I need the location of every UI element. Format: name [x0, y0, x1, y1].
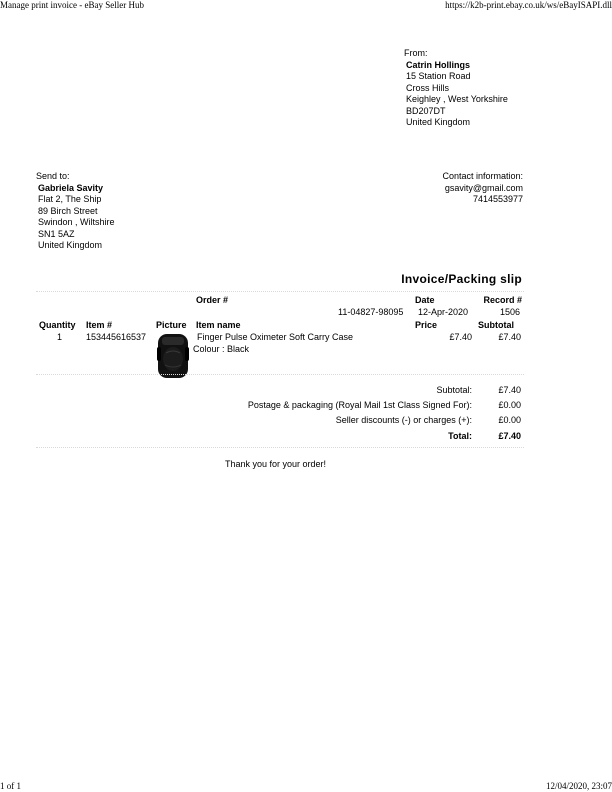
print-footer-page: 1 of 1 [0, 781, 21, 791]
thank-you-message: Thank you for your order! [225, 459, 327, 469]
total-value: £7.40 [498, 431, 521, 441]
discounts-label: Seller discounts (-) or charges (+): [335, 415, 472, 425]
postage-value: £0.00 [498, 400, 521, 410]
record-number: 1506 [499, 307, 520, 317]
from-name: Catrin Hollings [406, 59, 471, 70]
from-line: United Kingdom [406, 117, 471, 127]
send-to-line: United Kingdom [38, 240, 103, 250]
date-header: Date [415, 295, 435, 305]
contact-phone: 7414553977 [472, 194, 523, 204]
item-number-header: Item # [86, 320, 113, 330]
print-footer-datetime: 12/04/2020, 23:07 [545, 781, 612, 791]
item-price: £7.40 [449, 332, 472, 342]
order-number-header: Order # [196, 295, 229, 305]
send-to-line: Swindon , Wiltshire [38, 217, 115, 227]
contact-email: gsavity@gmail.com [444, 182, 523, 193]
subtotal-label: Subtotal: [436, 385, 472, 395]
order-number: 11-04827-98095 [338, 307, 404, 317]
discounts-value: £0.00 [498, 415, 521, 425]
item-quantity: 1 [57, 332, 63, 342]
item-subtotal: £7.40 [498, 332, 521, 342]
send-to-line: Flat 2, The Ship [38, 194, 102, 204]
postage-label: Postage & packaging (Royal Mail 1st Class Signed For): [247, 400, 472, 410]
send-to-name: Gabriela Savity [38, 182, 104, 193]
from-line: Keighley , West Yorkshire [406, 94, 508, 104]
item-number: 153445616537 [86, 332, 147, 342]
contact-label: Contact information: [442, 171, 523, 181]
invoice-title: Invoice/Packing slip [401, 272, 522, 286]
from-label: From: [404, 48, 428, 58]
subtotal-header: Subtotal [478, 320, 514, 330]
from-line: Cross Hills [406, 82, 450, 93]
contact-info [442, 171, 523, 206]
order-date: 12-Apr-2020 [418, 307, 469, 317]
item-name: Finger Pulse Oximeter Soft Carry Case [197, 332, 354, 342]
divider [36, 374, 524, 375]
print-header-title: Manage print invoice - eBay Seller Hub [0, 0, 144, 10]
divider [36, 447, 524, 448]
print-header-url: https://k2b-print.ebay.co.uk/ws/eBayISAPI.dll [445, 0, 612, 10]
send-to-label: Send to: [36, 171, 70, 181]
picture-header: Picture [156, 320, 187, 330]
send-to-line: 89 Birch Street [38, 205, 98, 216]
send-to-line: SN1 5AZ [38, 228, 75, 239]
total-label: Total: [448, 431, 472, 441]
divider [36, 291, 524, 292]
item-variation: Colour : Black [193, 344, 250, 354]
from-address [404, 48, 508, 129]
item-name-header: Item name [196, 320, 241, 330]
record-header: Record # [483, 295, 522, 305]
send-to-address [36, 171, 115, 252]
price-header: Price [415, 320, 438, 330]
from-line: 15 Station Road [406, 71, 471, 81]
quantity-header: Quantity [39, 320, 76, 330]
subtotal-value: £7.40 [498, 385, 521, 395]
from-line: BD207DT [406, 105, 446, 116]
